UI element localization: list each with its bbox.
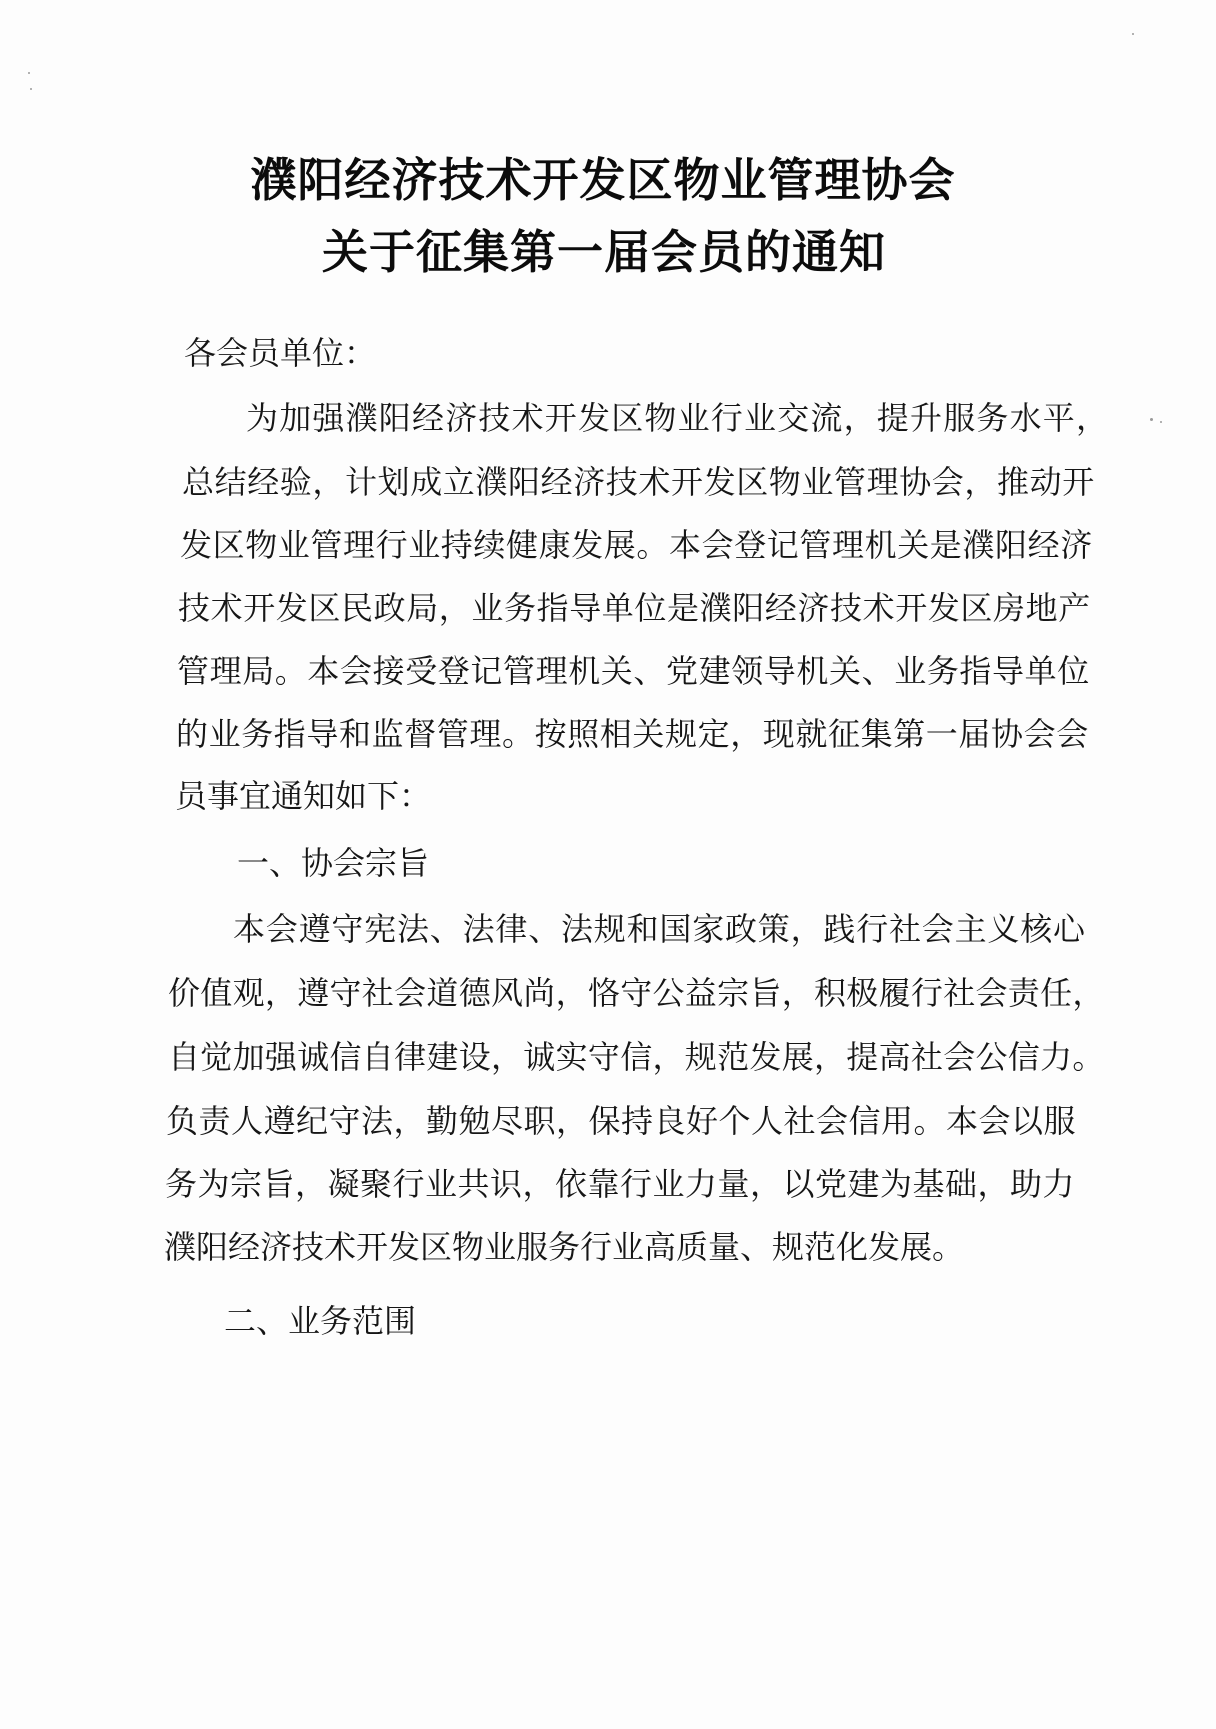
paragraph-1-line-3: 发区物业管理行业持续健康发展。本会登记管理机关是濮阳经济: [180, 526, 1093, 564]
scan-speck: [30, 88, 32, 90]
section-2-heading: 二、业务范围: [224, 1302, 417, 1340]
paragraph-2-line-3: 自觉加强诚信自律建设，诚实守信，规范发展，提高社会公信力。: [168, 1038, 1105, 1076]
scan-speck: [1150, 418, 1153, 421]
paragraph-2-line-6: 濮阳经济技术开发区物业服务行业高质量、规范化发展。: [164, 1228, 965, 1266]
paragraph-2-line-5: 务为宗旨，凝聚行业共识，依靠行业力量，以党建为基础，助力: [165, 1165, 1076, 1203]
paragraph-1-line-6: 的业务指导和监督管理。按照相关规定，现就征集第一届协会会: [176, 715, 1089, 753]
scan-speck: [1160, 421, 1162, 423]
paragraph-2-line-2: 价值观，遵守社会道德风尚，恪守公益宗旨，积极履行社会责任，: [168, 974, 1105, 1012]
paragraph-2-line-1: 本会遵守宪法、法律、法规和国家政策，践行社会主义核心: [233, 910, 1086, 948]
document-title-line-2: 关于征集第一届会员的通知: [322, 225, 886, 279]
scan-speck: [28, 72, 30, 74]
scan-speck: [1132, 33, 1134, 35]
paragraph-1-line-1: 为加强濮阳经济技术开发区物业行业交流，提升服务水平，: [246, 399, 1110, 437]
paragraph-1-line-4: 技术开发区民政局，业务指导单位是濮阳经济技术开发区房地产: [178, 589, 1091, 627]
salutation: 各会员单位：: [184, 334, 377, 372]
paragraph-1-line-5: 管理局。本会接受登记管理机关、党建领导机关、业务指导单位: [177, 652, 1090, 690]
paragraph-2-line-4: 负责人遵纪守法，勤勉尽职，保持良好个人社会信用。本会以服: [166, 1102, 1077, 1140]
paragraph-1-line-7: 员事宜通知如下：: [175, 777, 432, 815]
paragraph-1-line-2: 总结经验，计划成立濮阳经济技术开发区物业管理协会，推动开: [182, 463, 1095, 501]
section-1-heading: 一、协会宗旨: [237, 844, 430, 882]
document-title-line-1: 濮阳经济技术开发区物业管理协会: [250, 153, 956, 207]
